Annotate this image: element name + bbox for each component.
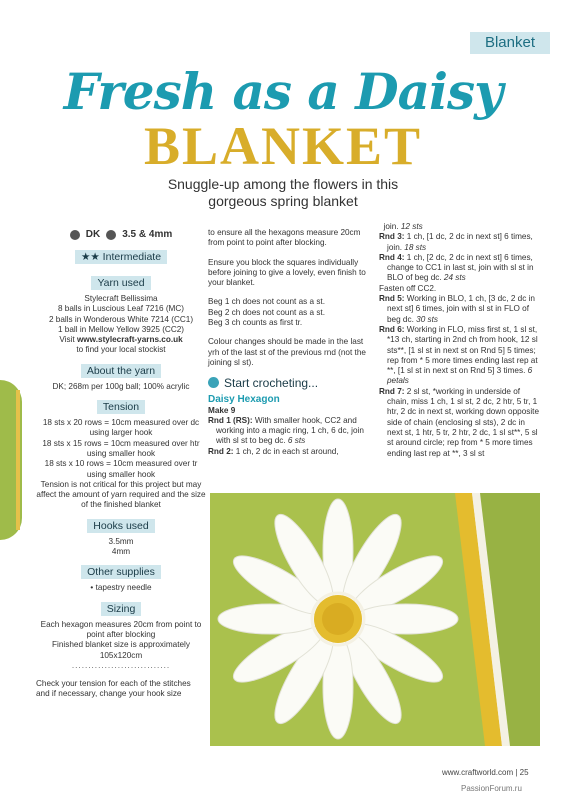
sizing-line: Each hexagon measures 20cm from point to point after blocking xyxy=(40,619,202,639)
paragraph: Colour changes should be made in the last yrh of the last st of the previous rnd (not the joining sl st). xyxy=(208,337,366,367)
notes: Beg 1 ch does not count as a st. Beg 2 ch does not count as a st. Beg 3 ch counts as first tr. xyxy=(208,297,325,328)
round-7: Rnd 7: 2 sl st, *working in underside of chain, miss 1 ch, 1 sl st, 2 dc, 2 htr, 5 tr, 1 htr, 2 dc in next st, working down opposite side of chain (enclosing sl sts), 2 dc in next st, 1 htr, 5 tr, 2 htr, 2 dc, 1 sl st**, 5 sl st around circle; rep from * 5 more times ending last rep at **, 3 sl st xyxy=(379,386,540,458)
bullet-circle-icon xyxy=(208,377,219,388)
info-column xyxy=(36,228,206,700)
daisy-hexagon-photo xyxy=(210,493,540,746)
visit-suffix: to find your local stockist xyxy=(76,345,166,355)
subtitle: Snuggle-up among the flowers in this gorgeous spring blanket xyxy=(167,176,399,209)
make-count: Make 9 xyxy=(208,405,236,415)
hook-line: 4mm xyxy=(111,547,131,557)
tension-line: Tension is not critical for this project but may affect the amount of yarn required and the size of the finished blanket xyxy=(36,479,206,510)
supplies-heading: Other supplies xyxy=(81,565,161,579)
paragraph: Ensure you block the squares individually before joining to give a lovely, even finish to your blanket. xyxy=(208,257,366,288)
round-3: Rnd 3: 1 ch, [1 dc, 2 dc in next st] 6 times, join. 18 sts xyxy=(379,232,533,252)
round-2-cont: join. 12 sts xyxy=(383,222,423,231)
yarn-line: 1 ball in Mellow Yellow 3925 (CC2) xyxy=(57,324,185,334)
about-yarn-heading: About the yarn xyxy=(81,364,161,378)
hook-icon xyxy=(106,230,116,240)
yarn-used-heading: Yarn used xyxy=(91,276,150,290)
title-line-1: Fresh as a Daisy xyxy=(63,62,503,121)
supply-line: • tapestry needle xyxy=(90,583,152,593)
yarn-line: 2 balls in Wonderous White 7214 (CC1) xyxy=(48,314,194,324)
paragraph: to ensure all the hexagons measure 20cm from point to point after blocking. xyxy=(208,228,361,248)
sizing-heading: Sizing xyxy=(101,602,142,616)
section-tag: Blanket xyxy=(470,32,550,54)
stockist-link[interactable]: www.stylecraft-yarns.co.uk xyxy=(76,335,183,345)
round-2: Rnd 2: 1 ch, 2 dc in each st around, xyxy=(208,446,339,456)
hooks-heading: Hooks used xyxy=(87,519,154,533)
yarn-weight: DK xyxy=(85,228,101,240)
hook-line: 3.5mm xyxy=(108,536,134,546)
meta-row xyxy=(36,228,206,242)
level-badge: ★★ Intermediate xyxy=(75,250,167,264)
tension-heading: Tension xyxy=(97,400,145,414)
yarn-line: Stylecraft Bellissima xyxy=(84,294,158,303)
section-title: Daisy Hexagon xyxy=(208,394,280,406)
yarn-ball-icon xyxy=(70,230,80,240)
round-1: Rnd 1 (RS): With smaller hook, CC2 and working into a magic ring, 1 ch, 6 dc, join with sl st to beg dc. 6 sts xyxy=(208,415,364,446)
daisy-illustration xyxy=(210,493,540,746)
tension-line: 18 sts x 10 rows = 10cm measured over tr using smaller hook xyxy=(44,459,198,479)
tension-line: 18 sts x 15 rows = 10cm measured over htr using smaller hook xyxy=(42,438,200,458)
pattern-column-1 xyxy=(208,228,368,457)
pattern-column-2 xyxy=(379,222,539,459)
blanket-edge-image xyxy=(0,380,22,540)
start-heading: Start crocheting... xyxy=(208,377,368,388)
divider-dots: .............................. xyxy=(71,660,171,670)
title-line-2: BLANKET xyxy=(143,116,423,176)
watermark: PassionForum.ru xyxy=(461,784,522,793)
round-4: Rnd 4: 1 ch, [2 dc, 2 dc in next st] 6 times, change to CC1 in last st, join with sl st in BLO of beg dc. 24 sts xyxy=(379,252,534,283)
visit-line: Visit www.stylecraft-yarns.co.uk xyxy=(59,335,183,345)
tension-note: Check your tension for each of the stitches and if necessary, change your hook size xyxy=(36,679,191,699)
hook-size: 3.5 & 4mm xyxy=(122,228,173,240)
fasten-off: Fasten off CC2. xyxy=(379,283,437,293)
about-yarn-text: DK; 268m per 100g ball; 100% acrylic xyxy=(52,381,190,391)
round-6: Rnd 6: Working in FLO, miss first st, 1 sl st, *13 ch, starting in 2nd ch from hook, 12 sl sts**, [1 sl st in next st on Rnd 5] 5 times; rep from * 5 more times ending last rep at **, [1 sl st in next st on Rnd 5] 3 times. 6 petals xyxy=(379,324,538,386)
sizing-line: Finished blanket size is approximately 105x120cm xyxy=(52,640,190,660)
page-footer: www.craftworld.com | 25 xyxy=(442,768,529,777)
yarn-line: 8 balls in Luscious Leaf 7216 (MC) xyxy=(57,304,185,314)
round-5: Rnd 5: Working in BLO, 1 ch, [3 dc, 2 dc in next st] 6 times, join with sl st in FLO of beg dc. 30 sts xyxy=(379,294,535,324)
tension-line: 18 sts x 20 rows = 10cm measured over dc using larger hook xyxy=(42,418,200,438)
